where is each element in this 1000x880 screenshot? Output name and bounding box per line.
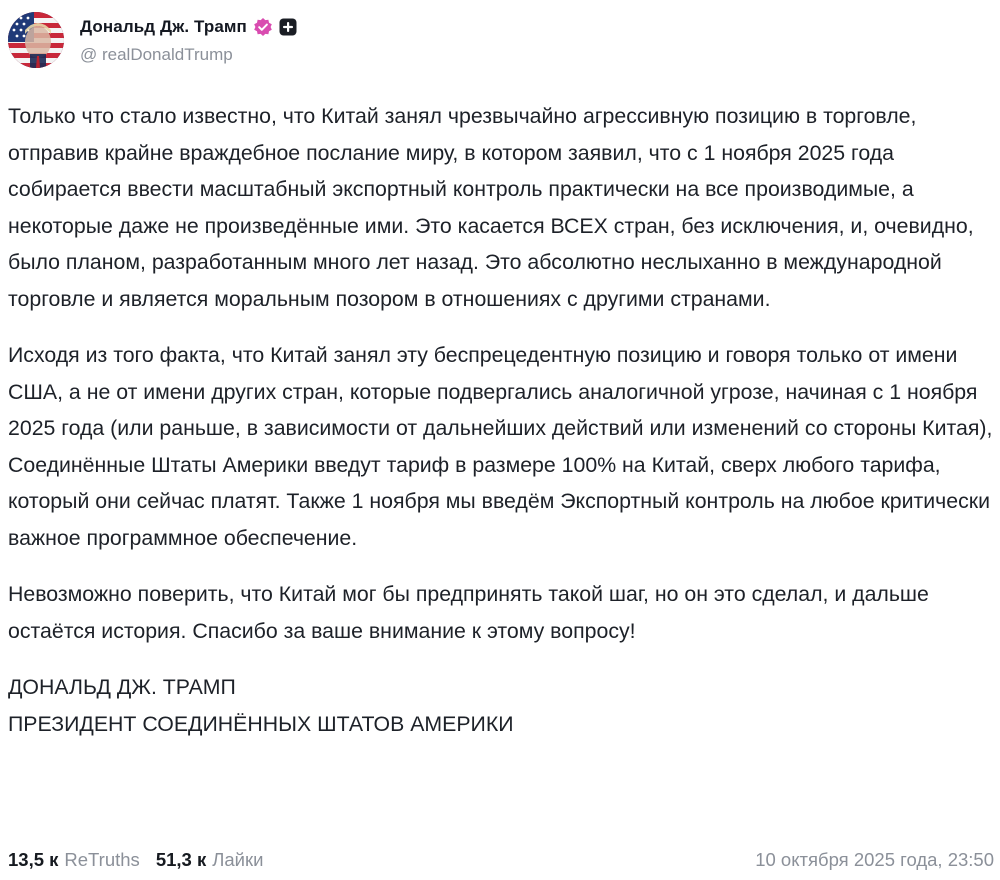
retruths-label: ReTruths — [64, 849, 140, 870]
retruths-stat[interactable] — [8, 849, 140, 871]
signature — [8, 669, 998, 742]
flag-portrait-icon — [8, 12, 64, 68]
name-row — [80, 15, 297, 39]
post-paragraph-3: Невозможно поверить, что Китай мог бы предпринять такой шаг, но он это сделал, и дальше остаётся история. Спасибо за ваше внимание к этому вопросу! — [8, 582, 929, 643]
avatar[interactable] — [8, 12, 64, 68]
post-paragraph-1: Только что стало известно, что Китай занял чрезвычайно агрессивную позицию в торговле, отправив крайне враждебное послание миру, в котором заявил, что с 1 ноября 2025 года собирается ввести масштабный экспортный контроль практически на все производимые, а некоторые даже не произведённые ими. Это касается ВСЕХ стран, без исключения, и, очевидно, было планом, разработанным много лет назад. Это абсолютно неслыханно в международной торговле и является моральным позором в отношениях с другими странами. — [8, 104, 974, 311]
author-handle[interactable]: @ realDonaldTrump — [80, 45, 233, 64]
verified-badge-icon — [253, 17, 273, 37]
author-display-name[interactable]: Дональд Дж. Трамп — [80, 17, 247, 36]
post-body — [8, 98, 998, 742]
signature-title: ПРЕЗИДЕНТ СОЕДИНЁННЫХ ШТАТОВ АМЕРИКИ — [8, 711, 514, 736]
author-identity — [80, 15, 297, 65]
signature-name: ДОНАЛЬД ДЖ. ТРАМП — [8, 675, 236, 699]
likes-count: 51,3 к — [155, 849, 207, 870]
retruths-count: 13,5 к — [8, 849, 59, 870]
likes-stat[interactable] — [156, 849, 264, 871]
post-header — [8, 8, 297, 72]
post-timestamp[interactable]: 10 октября 2025 года, 23:50 — [755, 849, 994, 870]
post-footer — [8, 846, 994, 874]
likes-label: Лайки — [212, 849, 264, 870]
plus-square-icon[interactable] — [279, 18, 297, 36]
post-paragraph-2: Исходя из того факта, что Китай занял эту беспрецедентную позицию и говоря только от имени США, а не от имени других стран, которые подвергались аналогичной угрозе, начиная с 1 ноября 2025 года (или раньше, в зависимости от дальнейших действий или изменений со стороны Китая), Соединённые Штаты Америки введут тариф в размере 100% на Китай, сверх любого тарифа, который они сейчас платят. Также 1 ноября мы введём Экспортный контроль на любое критически важное программное обеспечение. — [8, 343, 993, 550]
